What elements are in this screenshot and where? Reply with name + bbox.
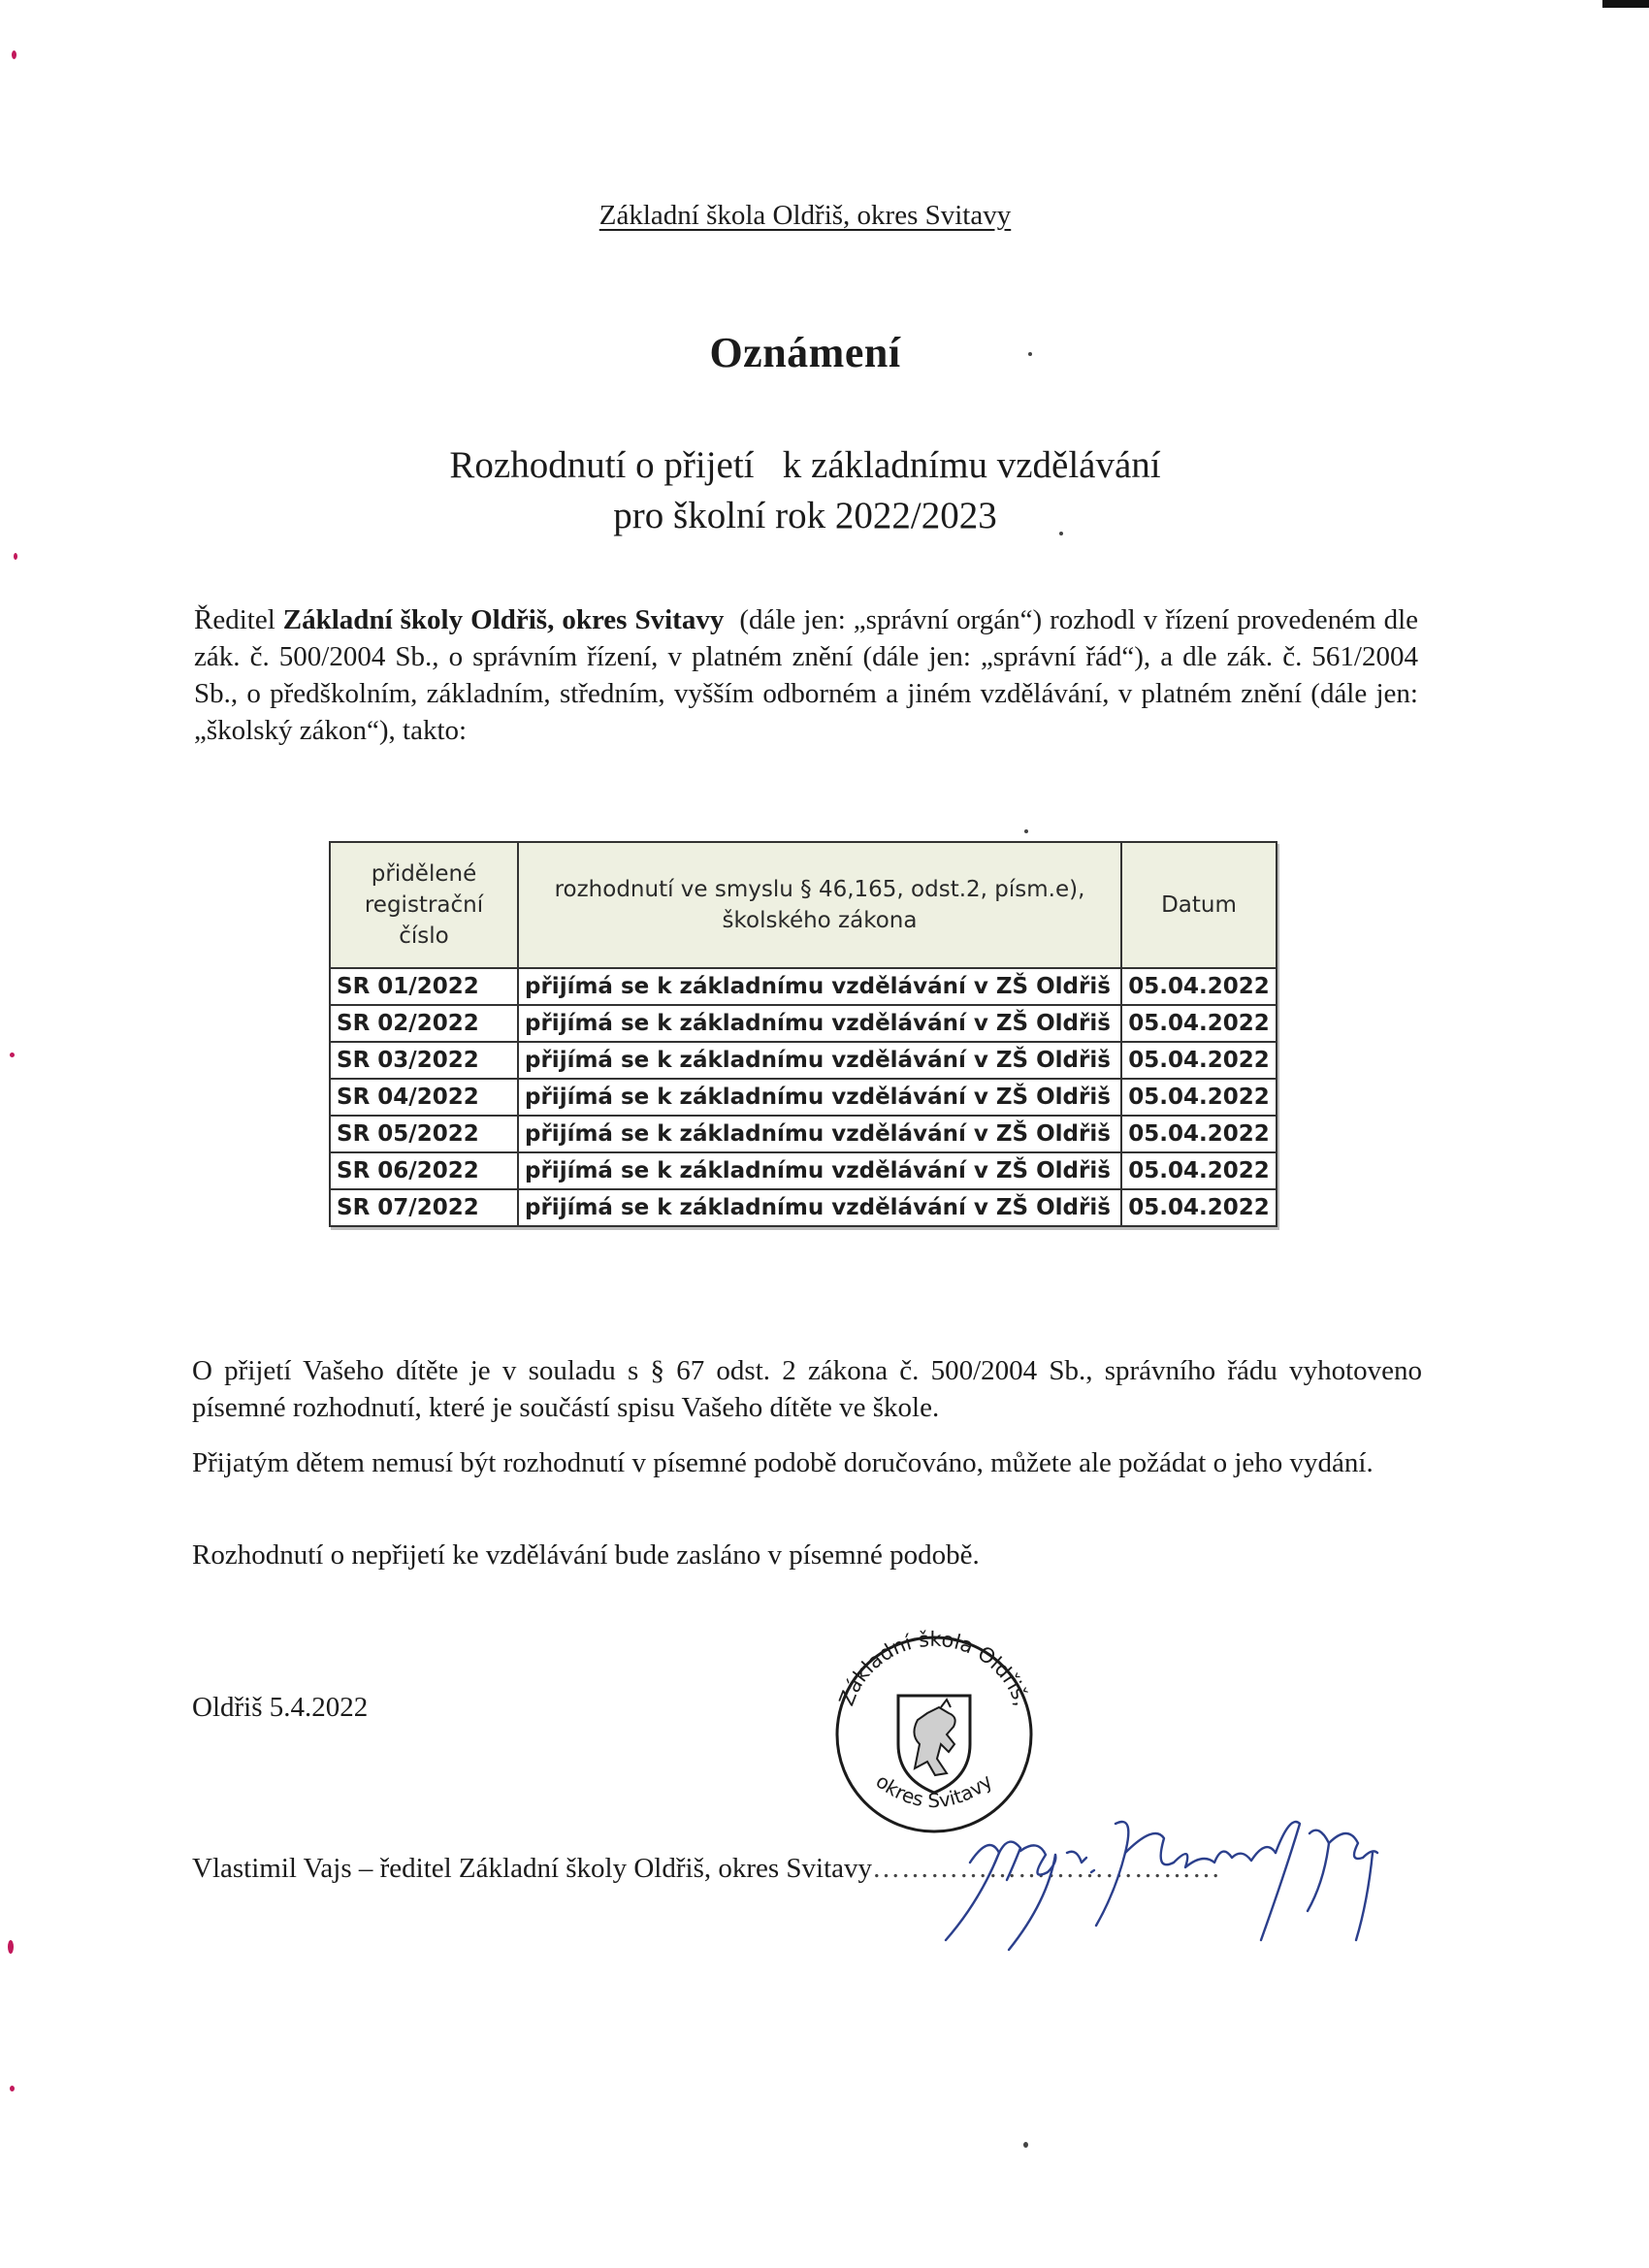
intro-paragraph bbox=[194, 601, 1426, 749]
handwritten-signature bbox=[931, 1795, 1416, 1960]
table-row bbox=[330, 1079, 1277, 1116]
cell-decision: přijímá se k základnímu vzdělávání v ZŠ Oldřiš bbox=[518, 1116, 1121, 1152]
table-row bbox=[330, 1189, 1277, 1226]
cell-decision: přijímá se k základnímu vzdělávání v ZŠ Oldřiš bbox=[518, 1079, 1121, 1116]
cell-reg-number: SR 04/2022 bbox=[330, 1079, 518, 1116]
cell-decision: přijímá se k základnímu vzdělávání v ZŠ Oldřiš bbox=[518, 1189, 1121, 1226]
scan-dot bbox=[8, 1940, 14, 1954]
cell-decision: přijímá se k základnímu vzdělávání v ZŠ Oldřiš bbox=[518, 1042, 1121, 1079]
cell-date: 05.04.2022 bbox=[1121, 1005, 1277, 1042]
document-title: Oznámení bbox=[709, 329, 901, 376]
table-row bbox=[330, 1005, 1277, 1042]
scan-dot bbox=[10, 1053, 15, 1057]
cell-date: 05.04.2022 bbox=[1121, 1189, 1277, 1226]
scan-dot bbox=[12, 50, 16, 59]
decisions-table bbox=[329, 841, 1277, 1227]
signature-dots: ……………………………… bbox=[872, 1853, 1222, 1884]
coat-of-arms-icon bbox=[898, 1696, 970, 1793]
header-decision: rozhodnutí ve smyslu § 46,165, odst.2, písm.e), školského zákona bbox=[518, 842, 1121, 968]
cell-date: 05.04.2022 bbox=[1121, 968, 1277, 1005]
signatory-text: Vlastimil Vajs – ředitel Základní školy Oldřiš, okres Svitavy bbox=[192, 1853, 873, 1884]
stamp-top-text: Základní škola Oldřiš, bbox=[834, 1627, 1034, 1709]
table-row bbox=[330, 1116, 1277, 1152]
paragraph-rejection-info: Rozhodnutí o nepřijetí ke vzdělávání bude zasláno v písemné podobě. bbox=[192, 1539, 980, 1571]
cell-reg-number: SR 06/2022 bbox=[330, 1152, 518, 1189]
cell-reg-number: SR 01/2022 bbox=[330, 968, 518, 1005]
header-date: Datum bbox=[1121, 842, 1277, 968]
table-row bbox=[330, 968, 1277, 1005]
table-header-row bbox=[330, 842, 1277, 968]
cell-decision: přijímá se k základnímu vzdělávání v ZŠ Oldřiš bbox=[518, 1152, 1121, 1189]
cell-reg-number: SR 02/2022 bbox=[330, 1005, 518, 1042]
paragraph-admission-info: O přijetí Vašeho dítěte je v souladu s § 67 odst. 2 zákona č. 500/2004 Sb., správního řádu vyhotoveno písemné rozhodnutí, které je součástí spisu Vašeho dítěte ve škole. bbox=[192, 1355, 1422, 1423]
scan-edge-mark bbox=[1602, 0, 1649, 8]
paragraph-delivery-info: Přijatým dětem nemusí být rozhodnutí v písemné podobě doručováno, můžete ale požádat o jeho vydání. bbox=[192, 1447, 1374, 1478]
cell-decision: přijímá se k základnímu vzdělávání v ZŠ Oldřiš bbox=[518, 1005, 1121, 1042]
cell-reg-number: SR 03/2022 bbox=[330, 1042, 518, 1079]
cell-date: 05.04.2022 bbox=[1121, 1079, 1277, 1116]
cell-reg-number: SR 05/2022 bbox=[330, 1116, 518, 1152]
header-reg-number: přidělené registrační číslo bbox=[330, 842, 518, 968]
subtitle-line-2: pro školní rok 2022/2023 bbox=[613, 495, 997, 536]
school-header: Základní škola Oldřiš, okres Svitavy bbox=[598, 200, 1012, 231]
cell-reg-number: SR 07/2022 bbox=[330, 1189, 518, 1226]
scan-dot bbox=[14, 553, 17, 560]
intro-school-name: Základní školy Oldřiš, okres Svitavy bbox=[282, 604, 725, 635]
stamp-bottom-text: okres Svitavy bbox=[871, 1768, 997, 1813]
cell-decision: přijímá se k základnímu vzdělávání v ZŠ Oldřiš bbox=[518, 968, 1121, 1005]
scan-dot bbox=[1023, 2142, 1028, 2148]
intro-prefix: Ředitel bbox=[194, 604, 283, 635]
place-and-date: Oldřiš 5.4.2022 bbox=[192, 1692, 369, 1723]
intro-text: (dále jen: „správní orgán“) rozhodl v řízení provedeném dle zák. č. 500/2004 Sb., o správním řízení, v platném znění (dále jen: „správní řád“), a dle zák. č. 561/2004 Sb., o předškolním, základním, středním, vyšším odborném a jiném vzdělávání, v platném znění (dále jen: „školský zákon“), takto: bbox=[194, 604, 1426, 746]
scan-dot bbox=[10, 2086, 15, 2091]
table-row bbox=[330, 1042, 1277, 1079]
document-subtitle bbox=[0, 440, 1610, 541]
cell-date: 05.04.2022 bbox=[1121, 1042, 1277, 1079]
table-body bbox=[330, 968, 1277, 1226]
table-row bbox=[330, 1152, 1277, 1189]
subtitle-line-1: Rozhodnutí o přijetí k základnímu vzdělávání bbox=[449, 444, 1161, 486]
scan-dot bbox=[1024, 829, 1028, 833]
cell-date: 05.04.2022 bbox=[1121, 1116, 1277, 1152]
cell-date: 05.04.2022 bbox=[1121, 1152, 1277, 1189]
